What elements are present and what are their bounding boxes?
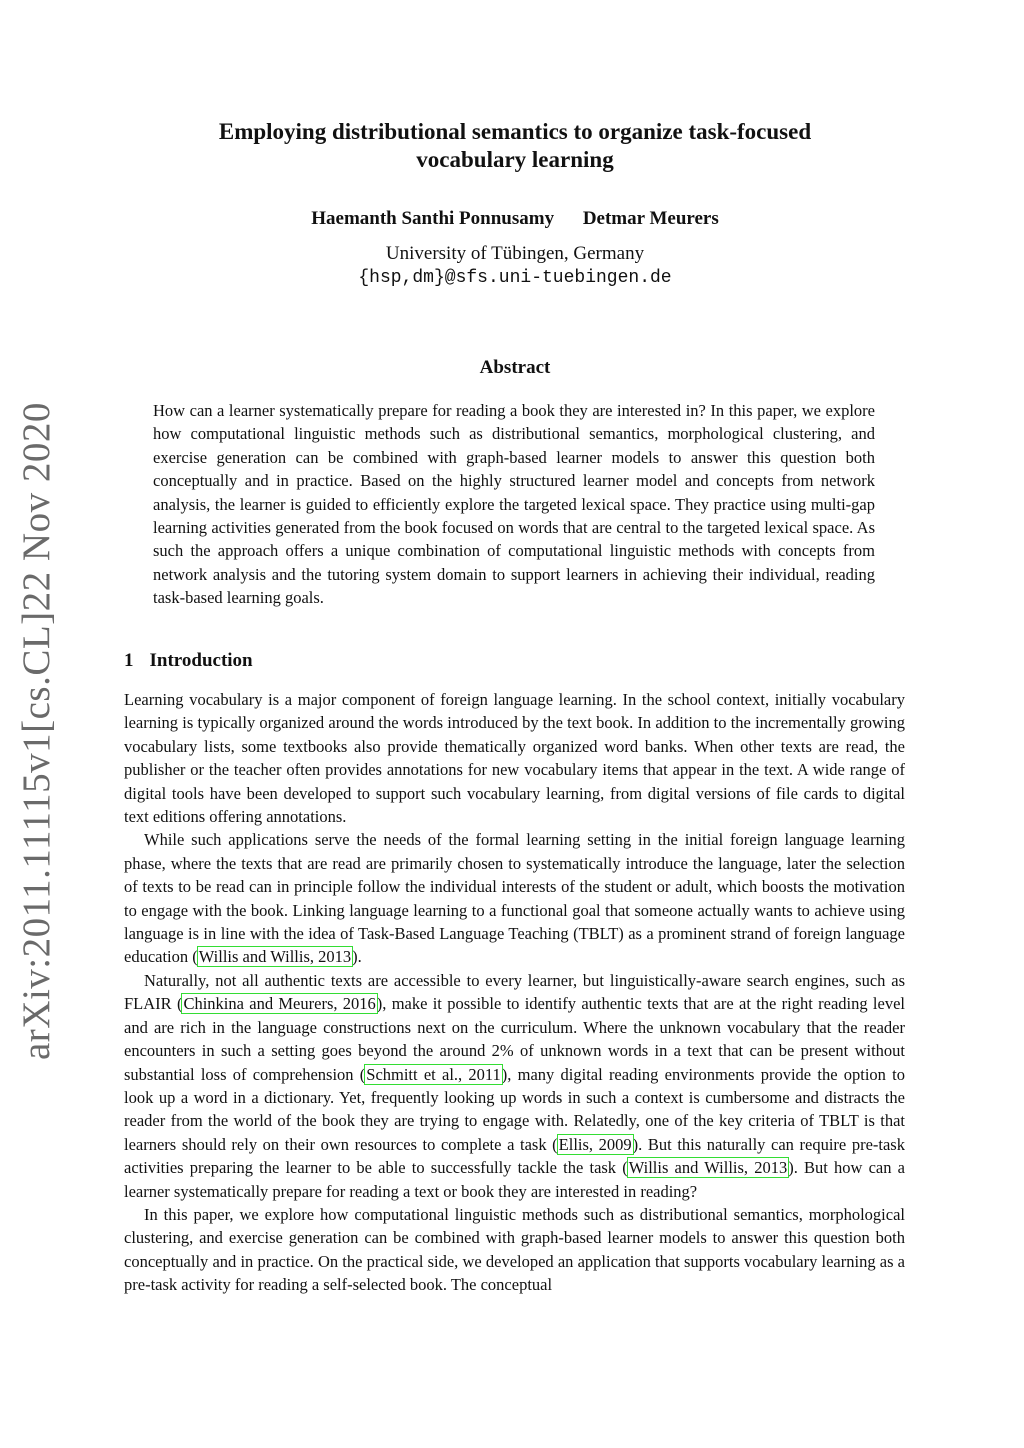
author-2: Detmar Meurers	[582, 208, 719, 229]
paper-title	[150, 118, 880, 174]
section-heading	[124, 650, 253, 672]
paragraph-1: Learning vocabulary is a major component of foreign language learning. In the school context, initially vocabulary learning is typically organized around the words introduced by the text book. In addition to the incrementally growing vocabulary lists, some textbooks also provide thematically organized word banks. When other texts are read, the publisher or the teacher often provides annotations for new vocabulary items that appear in the text. A wide range of digital tools have been developed to support such vocabulary learning, from digital versions of file cards to digital text editions offering annotations.	[124, 690, 905, 827]
affiliation: University of Tübingen, Germany	[385, 243, 645, 264]
section-title: Introduction	[149, 650, 253, 671]
abstract-heading: Abstract	[479, 357, 551, 378]
section-number: 1	[124, 650, 134, 671]
paragraph-2: While such applications serve the needs of the formal learning setting in the initial foreign language learning phase, where the texts that are read are primarily chosen to systematically introduce the language, later the selection of texts to be read can in principle follow the individual interests of the student or adult, which boosts the motivation to engage with the book. Linking language learning to a functional goal that someone actually wants to achieve using language is in line with the idea of Task-Based Language Teaching (TBLT) as a prominent strand of foreign language education (Willis and Willis, 2013).	[124, 830, 905, 967]
body-text	[124, 688, 905, 1297]
paper-title-line-1: Employing distributional semantics to organize task-focused	[218, 119, 812, 144]
author-1: Haemanth Santhi Ponnusamy	[311, 208, 555, 229]
arxiv-sidebar-stamp	[12, 402, 60, 1060]
arxiv-date: 22 Nov 2020	[14, 402, 58, 612]
citation-link[interactable]: Willis and Willis, 2013	[628, 1158, 788, 1178]
author-list	[150, 208, 880, 230]
arxiv-category: [cs.CL]	[14, 611, 58, 733]
paper-title-line-2: vocabulary learning	[416, 147, 614, 172]
citation-link[interactable]: Schmitt et al., 2011	[366, 1064, 501, 1084]
paragraph-3: Naturally, not all authentic texts are accessible to every learner, but linguistically-aware search engines, such as FLAIR (Chinkina and Meurers, 2016), make it possible to identify authentic texts that are at the right reading level and are rich in the language constructions next on the curriculum. Where the unknown vocabulary that the reader encounters in such a setting goes beyond the around 2% of unknown words in a text that can be present without substantial loss of comprehension (Schmitt et al., 2011), many digital reading environments provide the option to look up a word in a dictionary. Yet, frequently looking up words in such a context is cumbersome and distracts the reader from the world of the book they are trying to engage with. Relatedly, one of the key criteria of TBLT is that learners should rely on their own resources to complete a task (Ellis, 2009). But this naturally can require pre-task activities preparing the learner to be able to successfully tackle the task (Willis and Willis, 2013). But how can a learner systematically prepare for reading a text or book they are interested in reading?	[124, 970, 905, 1201]
citation-link[interactable]: Chinkina and Meurers, 2016	[183, 994, 376, 1014]
arxiv-id: arXiv:2011.11115v1	[14, 732, 58, 1060]
citation-link[interactable]: Ellis, 2009	[558, 1134, 632, 1154]
citation-link[interactable]: Willis and Willis, 2013	[198, 947, 352, 967]
abstract-text: How can a learner systematically prepare for reading a book they are interested in? In this paper, we explore how computational linguistic methods such as distributional semantics, morphological clustering, and exercise generation can be combined with graph-based learner models to answer this question both conceptually and in practice. Based on the highly structured learner model and concepts from network analysis, the learner is guided to efficiently explore the targeted lexical space. They practice using multi-gap learning activities generated from the book focused on words that are central to the targeted lexical space. As such the approach offers a unique combination of computational linguistic methods with concepts from network analysis and the tutoring system domain to support learners in achieving their individual, reading task-based learning goals.	[153, 401, 875, 608]
paragraph-4: In this paper, we explore how computational linguistic methods such as distributional semantics, morphological clustering, and exercise generation can be combined with graph-based learner models to answer this question both conceptually and in practice. On the practical side, we developed an application that supports vocabulary learning as a pre-task activity for reading a self-selected book. The conceptual	[124, 1204, 905, 1295]
author-email: {hsp,dm}@sfs.uni-tuebingen.de	[358, 268, 672, 288]
